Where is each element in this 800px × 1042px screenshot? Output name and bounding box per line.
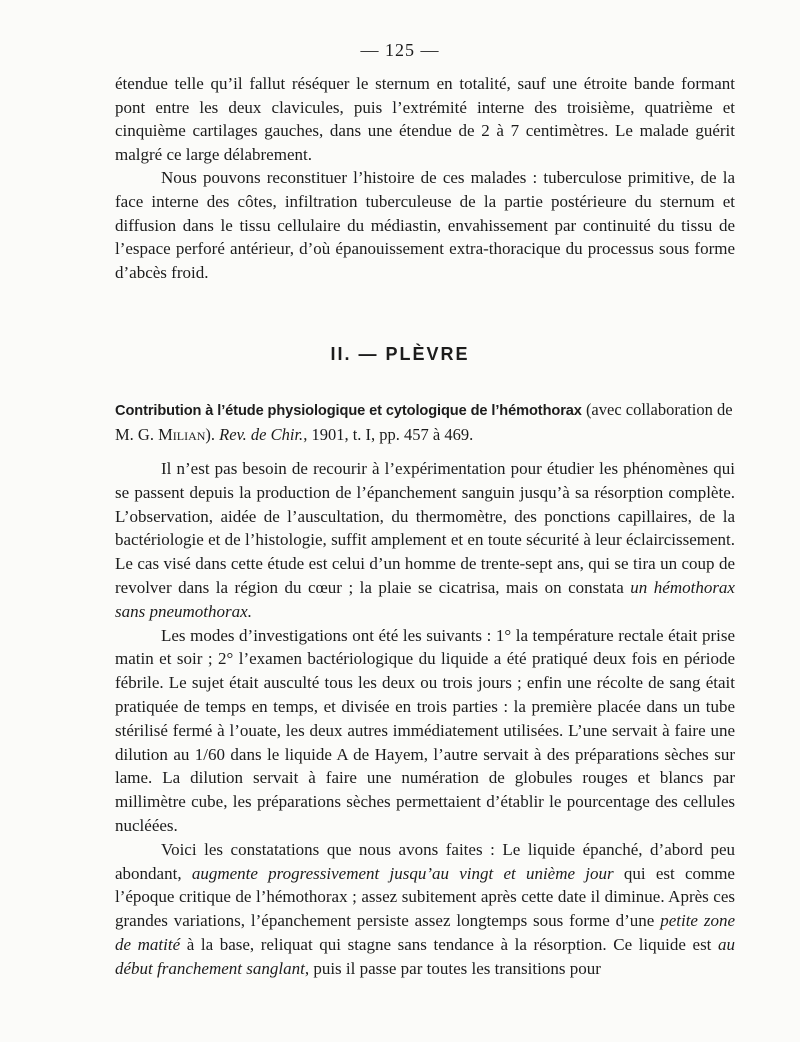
intro-paragraph-2: Nous pouvons reconstituer l’histoire de ces malades : tuberculose primitive, de la face interne des côtes, infiltration tuberculeuse de la partie postérieure du sternum et diffusion dans le tissu cellulaire du médiastin, envahissement par continuité du tissu de l’espace perforé antérieur, d’où épanouissement extra-thoracique du processus sous forme d’abcès froid.	[115, 168, 735, 282]
body-paragraph-3-emphasis-1: augmente progressivement jusqu’au vingt et unième jour	[191, 863, 614, 883]
body-paragraph-1-text: Il n’est pas besoin de recourir à l’expérimentation pour étudier les phénomènes qui se passent depuis la production de l’épanchement sanguin jusqu’à sa résorption complète. L’observation, aidée de l’auscultation, du thermomètre, des ponctions capillaires, de la bactériologie et de l’histologie, suffit amplement et en toute sécurité à leur éclaircissement. Le cas visé dans cette étude est celui d’un homme de trente-sept ans, qui se tira un coup de revolver dans la région du cœur ; la plaie se cicatrisa, mais on constata	[115, 459, 735, 597]
body-paragraph-2: Les modes d’investigations ont été les suivants : 1° la température rectale était prise matin et soir ; 2° l’examen bactériologique du liquide a été pratiqué deux fois en période fébrile. Le sujet était ausculté tous les deux ou trois jours ; enfin une récolte de sang était pratiquée de temps en temps, et divisée en trois parties : la première placée dans un tube stérilisé fermé à l’ouate, les deux autres immédiatement utilisées. L’une servait à faire une dilution au 1/60 dans le liquide A de Hayem, l’autre servait à des préparations sèches sur lame. La dilution servait à faire une numération de globules rouges et blancs par millimètre cube, les préparations sèches permettaient d’établir le pourcentage des cellules nucléées.	[115, 625, 735, 835]
intro-paragraph-1: étendue telle qu’il fallut réséquer le sternum en totalité, sauf une étroite bande formant pont entre les deux clavicules, puis l’extrémité interne des troisième, quatrième et cinquième cartilages gauches, dans une étendue de 2 à 7 centimètres. Le malade guérit malgré ce large délabrement.	[115, 74, 735, 164]
body-paragraph-3-text-b: qui est comme l’époque critique de l’hémothorax ; assez subitement après cette date il diminue. Après ces grandes variations, l’épanchement persiste assez longtemps sous forme d’une	[115, 863, 735, 931]
body-paragraph-3-emphasis-2: petite zone de matité	[115, 911, 735, 954]
reference-collab-prefix: (avec collaboration de M. G.	[115, 400, 733, 444]
body-paragraph-1	[115, 457, 735, 624]
reference-details: , 1901, t. I, pp. 457 à 469.	[303, 425, 474, 444]
body-paragraph-1-emphasis: un hémothorax sans pneumothorax.	[115, 577, 735, 621]
body-paragraph-3-text-d: , puis il passe par toutes les transitions pour	[304, 958, 601, 978]
body-section	[115, 457, 735, 981]
body-paragraph-3-emphasis-3: au début franchement sanglant	[115, 934, 735, 978]
intro-section	[115, 72, 735, 284]
section-heading: II. — PLÈVRE	[330, 344, 470, 364]
body-paragraph-3-text-c: à la base, reliquat qui stagne sans tendance à la résorption. Ce liquide est	[180, 934, 718, 954]
reference-collab-suffix: ).	[205, 425, 216, 444]
reference-collab-name: Milian	[158, 425, 206, 444]
body-paragraph-3-text-a: Voici les constatations que nous avons faites : Le liquide épanché, d’abord peu abondant,	[115, 839, 735, 883]
reference-title: Contribution à l’étude physiologique et cytologique de l’hémothorax	[115, 403, 582, 419]
body-paragraph-3	[115, 838, 735, 981]
reference-citation	[115, 398, 735, 446]
page-number: — 125 —	[360, 40, 440, 60]
reference-journal: Rev. de Chir.	[219, 425, 304, 444]
